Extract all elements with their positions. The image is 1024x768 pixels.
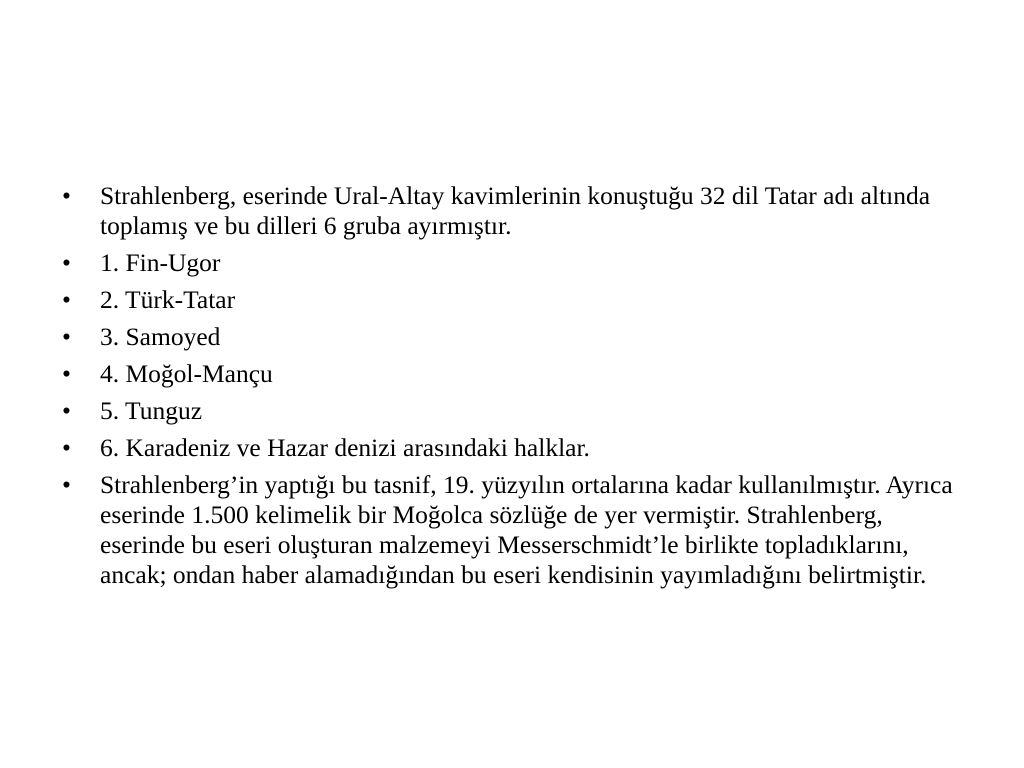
- bullet-icon: •: [62, 285, 71, 314]
- list-item: [62, 285, 962, 315]
- bullet-list: [62, 181, 962, 597]
- bullet-text: 5. Tunguz: [100, 396, 203, 425]
- bullet-icon: •: [62, 322, 71, 351]
- list-item: [62, 396, 962, 426]
- bullet-text: 6. Karadeniz ve Hazar denizi arasındaki halklar.: [100, 433, 590, 462]
- bullet-text: 4. Moğol-Mançu: [100, 359, 273, 388]
- bullet-icon: •: [62, 470, 71, 499]
- bullet-text: Strahlenberg’in yaptığı bu tasnif, 19. yüzyılın ortalarına kadar kullanılmıştır. Ayrıca eserinde 1.500 kelimelik bir Moğolca sözlüğe de yer vermiştir. Strahlenberg, eserinde bu eseri oluşturan malzemeyi Messerschmidt’le birlikte topladıklarını, ancak; ondan haber alamadığından bu eseri kendisinin yayımladığını belirtmiştir.: [100, 470, 953, 589]
- bullet-text: Strahlenberg, eserinde Ural-Altay kavimlerinin konuştuğu 32 dil Tatar adı altında toplamış ve bu dilleri 6 gruba ayırmıştır.: [100, 181, 931, 240]
- bullet-icon: •: [62, 396, 71, 425]
- list-item: [62, 433, 962, 463]
- bullet-icon: •: [62, 359, 71, 388]
- bullet-text: 1. Fin-Ugor: [100, 248, 221, 277]
- list-item: [62, 359, 962, 389]
- list-item: [62, 181, 962, 241]
- bullet-icon: •: [62, 433, 71, 462]
- list-item: [62, 470, 962, 590]
- bullet-icon: •: [62, 248, 71, 277]
- bullet-text: 3. Samoyed: [100, 322, 221, 351]
- bullet-text: 2. Türk-Tatar: [100, 285, 236, 314]
- list-item: [62, 248, 962, 278]
- list-item: [62, 322, 962, 352]
- bullet-icon: •: [62, 181, 71, 210]
